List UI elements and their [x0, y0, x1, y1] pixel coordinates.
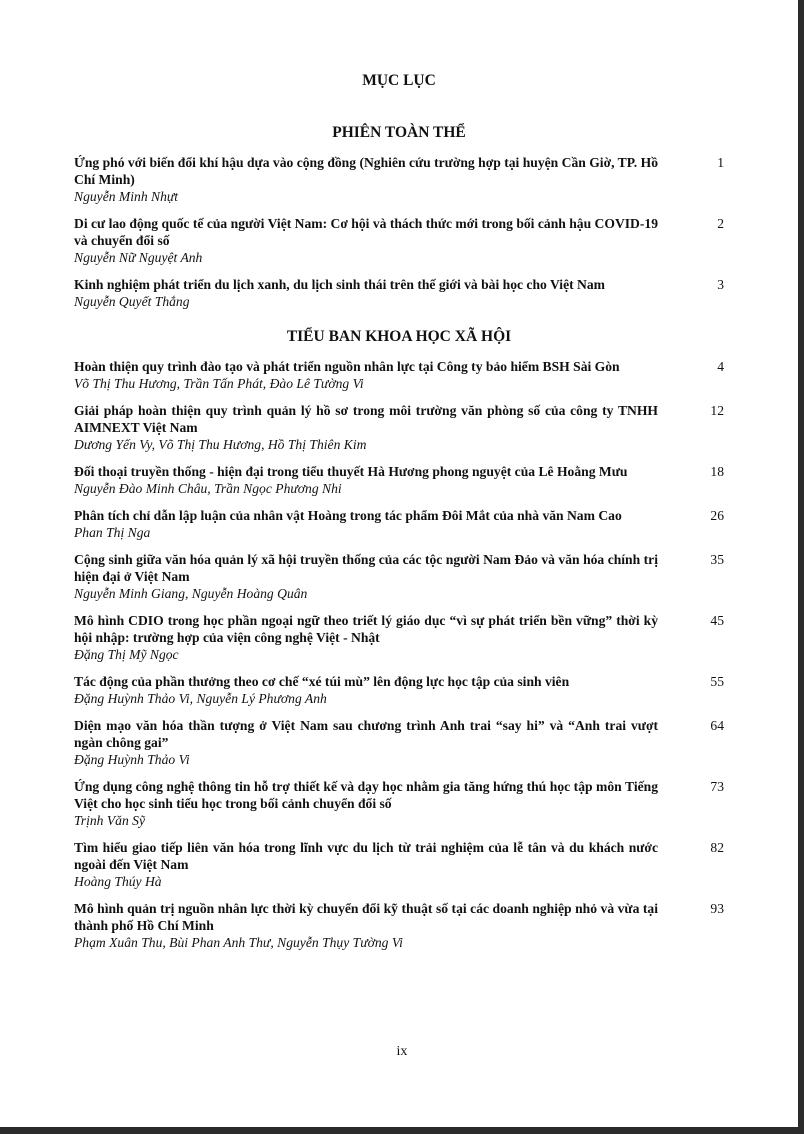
entry-page-number: 45	[710, 613, 724, 628]
toc-entry[interactable]	[74, 507, 724, 541]
entry-title: Kinh nghiệm phát triển du lịch xanh, du lịch sinh thái trên thế giới và bài học cho Việt Nam	[74, 277, 605, 292]
entry-authors: Phan Thị Nga	[74, 525, 151, 540]
entry-title: Phân tích chỉ dẫn lập luận của nhân vật Hoàng trong tác phẩm Đôi Mắt của nhà văn Nam Cao	[74, 508, 622, 523]
entry-authors: Võ Thị Thu Hương, Trần Tấn Phát, Đào Lê Tường Vi	[74, 376, 364, 391]
toc-section-social-sciences	[74, 328, 724, 951]
entry-authors: Nguyễn Đào Minh Châu, Trần Ngọc Phương Nhi	[74, 481, 342, 496]
page-title: MỤC LỤC	[362, 72, 436, 89]
entry-authors: Đặng Huỳnh Thảo Vi	[74, 752, 190, 767]
entry-authors: Nguyễn Minh Nhựt	[74, 189, 179, 204]
section-heading: PHIÊN TOÀN THỂ	[332, 124, 466, 141]
toc-entry[interactable]	[74, 215, 724, 266]
toc-entry[interactable]	[74, 900, 724, 951]
entry-page-number: 1	[717, 155, 724, 170]
entry-title: Mô hình quản trị nguồn nhân lực thời kỳ chuyển đổi kỹ thuật số tại các doanh nghiệp nhỏ và vừa tại thành phố Hồ Chí Minh	[74, 901, 658, 933]
entry-title: Di cư lao động quốc tế của người Việt Nam: Cơ hội và thách thức mới trong bối cảnh hậu COVID-19 và chuyển đổi số	[74, 216, 658, 248]
entry-page-number: 55	[710, 674, 724, 689]
entry-authors: Nguyễn Nữ Nguyệt Anh	[74, 250, 203, 265]
entry-title: Hoàn thiện quy trình đào tạo và phát triển nguồn nhân lực tại Công ty bảo hiểm BSH Sài Gòn	[74, 359, 620, 374]
toc-entry[interactable]	[74, 463, 724, 497]
entry-authors: Đặng Huỳnh Thảo Vi, Nguyễn Lý Phương Anh	[74, 691, 327, 706]
entry-page-number: 73	[710, 779, 724, 794]
toc-entry[interactable]	[74, 276, 724, 310]
page-footer-number: ix	[396, 1044, 408, 1059]
table-of-contents	[74, 72, 724, 961]
entry-title: Ứng dụng công nghệ thông tin hỗ trợ thiết kế và dạy học nhằm gia tăng hứng thú học tập môn Tiếng Việt cho học sinh tiểu học trong bối cảnh chuyển đổi số	[74, 779, 658, 811]
entry-page-number: 93	[710, 901, 724, 916]
toc-entry[interactable]	[74, 673, 724, 707]
entry-title: Diện mạo văn hóa thần tượng ở Việt Nam sau chương trình Anh trai “say hi” và “Anh trai vượt ngàn chông gai”	[74, 718, 658, 750]
entry-authors: Hoàng Thúy Hà	[74, 874, 162, 889]
toc-entry[interactable]	[74, 612, 724, 663]
toc-entry[interactable]	[74, 839, 724, 890]
entry-page-number: 2	[717, 216, 724, 231]
entry-authors: Phạm Xuân Thu, Bùi Phan Anh Thư, Nguyễn Thụy Tường Vi	[74, 935, 403, 950]
entry-page-number: 3	[717, 277, 724, 292]
entry-authors: Nguyễn Minh Giang, Nguyễn Hoàng Quân	[74, 586, 308, 601]
toc-entry[interactable]	[74, 717, 724, 768]
toc-entry[interactable]	[74, 551, 724, 602]
toc-entry[interactable]	[74, 778, 724, 829]
entry-page-number: 4	[717, 359, 724, 374]
section-heading: TIỂU BAN KHOA HỌC XÃ HỘI	[286, 328, 512, 345]
entry-page-number: 64	[710, 718, 724, 733]
viewer-edge-bottom	[0, 1127, 804, 1134]
entry-page-number: 12	[710, 403, 724, 418]
entry-page-number: 82	[710, 840, 724, 855]
toc-entry[interactable]	[74, 154, 724, 205]
entry-page-number: 35	[710, 552, 724, 567]
entry-title: Tác động của phần thưởng theo cơ chế “xé túi mù” lên động lực học tập của sinh viên	[74, 674, 570, 689]
entry-authors: Dương Yến Vy, Võ Thị Thu Hương, Hồ Thị Thiên Kim	[74, 437, 367, 452]
entry-title: Mô hình CDIO trong học phần ngoại ngữ theo triết lý giáo dục “vì sự phát triển bền vững” thời kỳ hội nhập: trường hợp của viện công nghệ Việt - Nhật	[74, 613, 658, 645]
entry-authors: Nguyễn Quyết Thắng	[74, 294, 190, 309]
toc-section-plenary	[74, 124, 724, 310]
entry-page-number: 18	[710, 464, 724, 479]
entry-title: Giải pháp hoàn thiện quy trình quản lý hồ sơ trong môi trường văn phòng số của công ty TNHH AIMNEXT Việt Nam	[74, 403, 658, 435]
entry-title: Đối thoại truyền thống - hiện đại trong tiểu thuyết Hà Hương phong nguyệt của Lê Hoằng Mưu	[74, 464, 628, 479]
entry-title: Ứng phó với biến đổi khí hậu dựa vào cộng đồng (Nghiên cứu trường hợp tại huyện Cần Giờ, TP. Hồ Chí Minh)	[74, 155, 658, 187]
entry-authors: Trịnh Văn Sỹ	[74, 813, 145, 828]
entry-title: Tìm hiểu giao tiếp liên văn hóa trong lĩnh vực du lịch từ trải nghiệm của lễ tân và du khách nước ngoài đến Việt Nam	[74, 840, 658, 872]
entry-title: Cộng sinh giữa văn hóa quản lý xã hội truyền thống của các tộc người Nam Đảo và văn hóa chính trị hiện đại ở Việt Nam	[74, 552, 658, 584]
entry-authors: Đặng Thị Mỹ Ngọc	[74, 647, 179, 662]
viewer-edge-right	[798, 0, 804, 1134]
entry-page-number: 26	[710, 508, 724, 523]
toc-entry[interactable]	[74, 358, 724, 392]
toc-entry[interactable]	[74, 402, 724, 453]
